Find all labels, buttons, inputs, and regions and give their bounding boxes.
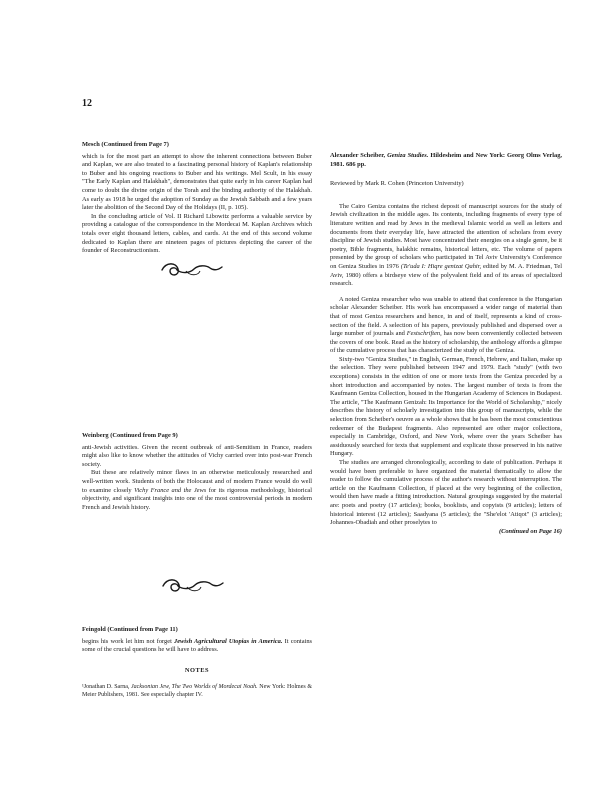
- weinberg-continuation: [82, 432, 312, 512]
- mesch-paragraph-2: In the concluding article of Vol. II Richard Libowitz performs a valuable service by providing a catalogue of the correspondence in the Mordecai M. Kaplan Archives which totals over eight thousand letters, cables, and cards. At the end of this second volume dedicated to Kaplan there are nineteen pages of pictures depicting the career of the founder of Reconstructionism.: [82, 212, 312, 255]
- review-p2-title: Festschriften,: [406, 330, 442, 338]
- review-p1-text-b: edited by M. A. Friedman, Tel Aviv, 1980) offers a birdseye view of the polyvalent field and of its areas of specialized research.: [330, 262, 562, 288]
- weinberg-paragraph-2: [82, 469, 312, 512]
- notes-title: NOTES: [184, 666, 210, 674]
- geniza-review: [330, 152, 562, 536]
- reviewer-line: Reviewed by Mark R. Cohen (Princeton University): [330, 180, 464, 188]
- ornament-divider-icon: [156, 258, 226, 280]
- feingold-text-a: begins his work let him not forget: [82, 637, 175, 645]
- review-publisher: Hildesheim and New York: Georg Olms Verlag, 1981. 686 pp.: [330, 152, 563, 168]
- review-paragraph-4: The studies are arranged chronologically, according to date of publication. Perhaps it would have been preferable to have organized the material thematically to allow the reader to follow the cumulative process of the author's research without interruption. The article on the Kaufmann Collection, if placed at the very beginning of the collection, would then have made a fitting introduction. Natural groupings suggested by the material are: poets and poetry (17 articles); books, booklists, and copyists (9 articles); letters of historical interest (12 articles); Saadyana (5 articles); the "She'elot 'Atiqot" (3 articles); Johannes-Obadiah and other proselytes to: [330, 459, 562, 527]
- review-paragraph-2: [330, 296, 562, 356]
- review-p1-title: (Te'uda I: Hiqre genizat Qahir,: [400, 262, 482, 270]
- weinberg-book-title: Vichy France and the Jews: [134, 486, 207, 494]
- weinberg-text-a: But these are relatively minor flaws in an otherwise meticulously researched and well-written work. Students of both the Holocaust and of modern France would do well to examine closely: [82, 469, 312, 494]
- feingold-text-b: It contains some of the crucial questions he will have to address.: [82, 637, 312, 654]
- footnote-text-b: New York: Holmes & Meier Publishers, 1981. See especially chapter IV.: [82, 684, 313, 699]
- weinberg-paragraph-1: anti-Jewish activities. Given the recent outbreak of anti-Semitism in France, readers might also like to know whether the attitudes of Vichy carried over into post-war French society.: [82, 443, 312, 468]
- page-number: 12: [82, 98, 92, 109]
- feingold-paragraph: [82, 638, 312, 655]
- footnote-text-a: ¹Jonathan D. Sarna,: [82, 684, 131, 691]
- review-p2-text-a: A noted Geniza researcher who was unable to attend that conference is the Hungarian scholar Alexander Scheiber. His work has encompassed a wider range of material than that of most Geniza researchers and hence, in and of itself, represents a kind of cross-section of the field. A selection of his papers, previously published and dispersed over a large number of journals and: [330, 295, 562, 338]
- feingold-continuation: [82, 626, 312, 699]
- mesch-heading: Mesch (Continued from Page 7): [82, 141, 169, 148]
- review-paragraph-3: Sixty-two "Geniza Studies," in English, German, French, Hebrew, and Italian, make up the selection. They were published between 1947 and 1979. Each "study" (with two exceptions) consists in the edition of one or more texts from the Geniza preceded by a short introduction and accompanied by notes. The largest number of texts is from the Kaufmann Geniza Collection, housed in the Hungarian Academy of Sciences in Budapest. The article, "The Kaufmann Genizah: Its Importance for the World of Scholarship," nicely describes the history of scholarly investigation into this group of manuscripts, while the selection from Scheiber's oeuvre as a whole shows that he has been the most conscientious redeemer of the Budapest fragments. Also represented are other major collections, especially in Cambridge, Oxford, and New York, where over the years Scheiber has assiduously searched for texts that supplement and explicate those preserved in his native Hungary.: [330, 355, 562, 458]
- mesch-paragraph-1: which is for the most part an attempt to show the inherent connections between Buber and Kaplan, we are also treated to a fascinating personal history of Kaplan's relationship to Buber and his ongoing reactions to Buber and his writings. Mel Scult, in his essay "The Early Kaplan and Halakhah", demonstrates that quite early in his career Kaplan had come to doubt the divine origin of the Torah and the binding authority of the Halakhah. As early as 1918 he urged the adoption of Sunday as the Jewish Sabbath and a few years later the abolition of the Second Day of the Holidays (II, p. 105).: [82, 152, 312, 212]
- review-author: Alexander Scheiber,: [330, 152, 388, 159]
- ornament-divider-icon: [157, 574, 227, 596]
- review-book-citation: [330, 152, 562, 169]
- footnote-book-title: Jacksonian Jew, The Two Worlds of Mordecai Noah.: [131, 684, 258, 691]
- feingold-book-title: Jewish Agricultural Utopias in America.: [174, 637, 283, 645]
- mesch-continuation: [82, 141, 312, 256]
- continued-on-link: (Continued on Page 16): [498, 527, 562, 535]
- feingold-heading: Feingold (Continued from Page 11): [82, 626, 178, 633]
- review-p1-text-a: The Cairo Geniza contains the richest deposit of manuscript sources for the study of Jewish civilization in the middle ages. Its contents, including fragments of every type of literature written and read by Jews in the medieval Islamic world as well as letters and documents from their everyday life, have attracted the attention of scholars from every discipline of Jewish studies. Most have concentrated their energies on a single genre, be it poetry, Bible fragments, halakhic remains, historical letters, etc. The volume of papers presented by the group of scholars who participated in Tel Aviv University's Conference on Geniza Studies in 1976: [330, 202, 562, 270]
- footnote-1: [82, 683, 312, 699]
- review-p2-text-b: has now been conveniently collected between the covers of one book. Read as the history of scholarship, the anthology affords a glimpse of the cumulative process that has characterized the study of the Geniza.: [330, 330, 562, 355]
- review-book-title: Geniza Studies.: [387, 152, 429, 159]
- weinberg-text-b: for its rigorous methodology, historical objectivity, and significant insights into one of the most controversial periods in modern French and Jewish history.: [82, 486, 313, 511]
- weinberg-heading: Weinberg (Continued from Page 9): [82, 432, 178, 439]
- review-paragraph-1: [330, 203, 562, 289]
